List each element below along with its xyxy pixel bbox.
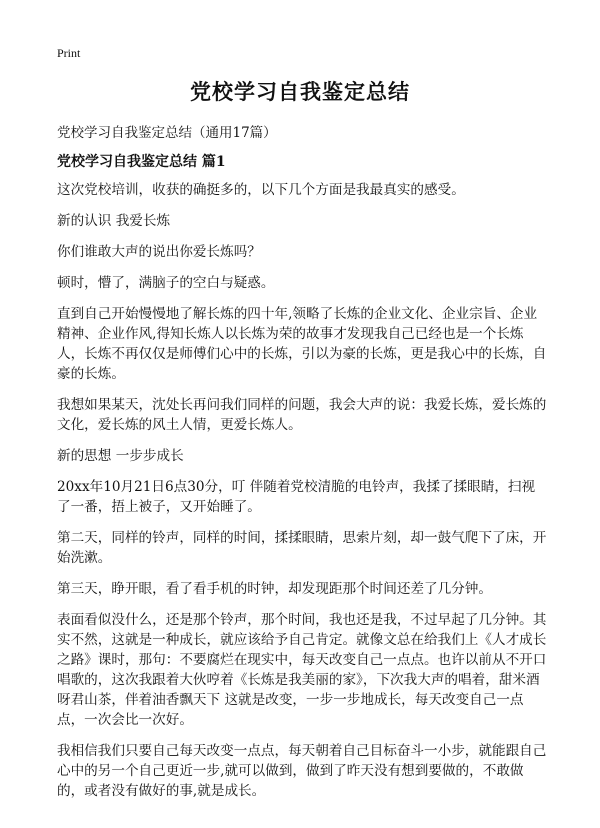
paragraph: 第三天，睁开眼，看了看手机的时钟，却发现距那个时间还差了几分钟。 — [57, 581, 492, 597]
print-label: Print — [57, 46, 81, 60]
section-heading: 党校学习自我鉴定总结 篇1 — [57, 154, 226, 170]
paragraph-subheading: 新的认识 我爱长炼 — [57, 213, 171, 229]
paragraph: 顿时，懵了，满脑子的空白与疑惑。 — [57, 275, 275, 291]
paragraph: 表面看似没什么，还是那个铃声，那个时间，我也还是我，不过早起了几分钟。其实不然，这就是一种成长，就应该给予自己肯定。就像文总在给我们上《人才成长之路》课时，那句：不要腐烂在现实中，每天改变自己一点点。也许以前从不开口唱歌的，这次我跟着大伙哼着《长炼是我美丽的家》，下次我大声的唱着，甜米酒呀君山茶，伴着油香飘天下 这就是改变，一步一步地成长，每天改变自己一点点，一次会比一次好。 — [57, 612, 547, 728]
document-body — [57, 180, 547, 812]
document-subtitle: 党校学习自我鉴定总结（通用17篇） — [57, 125, 277, 141]
paragraph-subheading: 新的思想 一步步成长 — [57, 448, 184, 464]
paragraph: 这次党校培训，收获的确挺多的，以下几个方面是我最真实的感受。 — [57, 182, 465, 198]
paragraph: 20xx年10月21日6点30分，叮 伴随着党校清脆的电铃声，我揉了揉眼睛，扫视了一番，捂上被子，又开始睡了。 — [57, 479, 536, 515]
paragraph: 第二天，同样的铃声，同样的时间，揉揉眼睛，思索片刻，却一鼓气爬下了床，开始洗漱。 — [57, 530, 547, 566]
paragraph: 我相信我们只要自己每天改变一点点，每天朝着自己目标奋斗一小步，就能跟自己心中的另一个自己更近一步,就可以做到，做到了昨天没有想到要做的，不敢做的，或者没有做好的事,就是成长。 — [57, 743, 547, 799]
paragraph: 直到自己开始慢慢地了解长炼的四十年,领略了长炼的企业文化、企业宗旨、企业精神、企业作风,得知长炼人以长炼为荣的故事才发现我自己已经也是一个长炼人，长炼不再仅仅是师傅们心中的长炼，引以为豪的长炼，更是我心中的长炼，自豪的长炼。 — [57, 306, 547, 382]
paragraph: 我想如果某天，沈处长再问我们同样的问题，我会大声的说：我爱长炼，爱长炼的文化，爱长炼的风土人情，更爱长炼人。 — [57, 397, 547, 433]
paragraph: 你们谁敢大声的说出你爱长炼吗？ — [57, 244, 261, 260]
document-title: 党校学习自我鉴定总结 — [190, 79, 410, 104]
